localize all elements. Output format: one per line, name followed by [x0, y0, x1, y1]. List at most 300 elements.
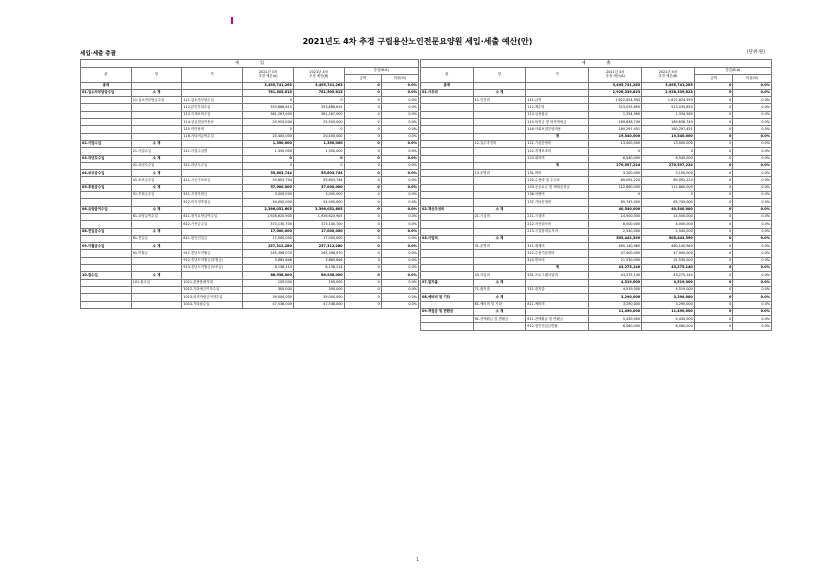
- cell-mok: 114.상급침실이용료: [182, 119, 243, 126]
- cell-hang: [131, 126, 182, 133]
- cell-amount: 0: [344, 286, 381, 293]
- cell-curr: 3,495,741,263: [642, 82, 695, 89]
- cell-prev: 1,334,560: [589, 111, 642, 118]
- col-curr: 2021년 4차 추경 예산(B): [293, 68, 344, 83]
- table-row: [421, 323, 772, 330]
- cell-percent: 0.0%: [733, 133, 772, 140]
- cell-mok: 311.과년도수입: [182, 162, 243, 169]
- table-row: [421, 206, 772, 213]
- table-row: [421, 155, 772, 162]
- cell-hang: [473, 111, 526, 118]
- cell-prev: 57,000,000: [243, 184, 294, 191]
- cell-curr: 20,400,000: [293, 133, 344, 140]
- cell-prev: 0: [243, 162, 294, 169]
- cell-prev: 8,000,000: [589, 221, 642, 228]
- cell-mok: 112.제수당: [526, 104, 589, 111]
- cell-hang: [131, 199, 182, 206]
- cell-amount: 0: [694, 272, 733, 279]
- cell-percent: 0.0%: [733, 111, 772, 118]
- cell-percent: 0.0%: [381, 133, 418, 140]
- cell-mok: 911.전년도이월금: [182, 250, 243, 257]
- cell-amount: 0: [344, 177, 381, 184]
- cell-prev: 3,100,000: [589, 170, 642, 177]
- cell-hang: 81.예비비 및 기타: [473, 301, 526, 308]
- cell-gwan: [421, 272, 474, 279]
- cell-mok: 116.기타비급여수입: [182, 133, 243, 140]
- cell-prev: 300,000: [243, 286, 294, 293]
- cell-amount: 0: [344, 140, 381, 147]
- cell-mok: 511.지정후원금: [182, 192, 243, 199]
- cell-curr: 39,000,000: [293, 294, 344, 301]
- cell-curr: 1,350,000: [293, 140, 344, 147]
- cell-hang: [131, 82, 182, 89]
- cell-hang: [131, 265, 182, 272]
- cell-gwan: [81, 286, 132, 293]
- cell-gwan: 10.잡수입: [81, 272, 132, 279]
- cell-hang: 소 계: [473, 89, 526, 96]
- col-hang: 항: [473, 68, 526, 83]
- col-pct: 비율(%): [733, 75, 772, 82]
- cell-hang: [473, 148, 526, 155]
- cell-prev: 100,000: [243, 279, 294, 286]
- cell-amount: 0: [344, 82, 381, 89]
- cell-percent: 0.0%: [381, 97, 418, 104]
- cell-curr: 0: [293, 155, 344, 162]
- cell-curr: 523,035,850: [642, 104, 695, 111]
- cell-amount: 0: [694, 228, 733, 235]
- cell-hang: 소 계: [131, 140, 182, 147]
- expense-table-panel: [420, 59, 772, 331]
- cell-amount: 0: [694, 162, 733, 169]
- cell-hang: 소 계: [473, 235, 526, 242]
- cell-gwan: [421, 104, 474, 111]
- cell-mok: 122.직책보조비: [526, 148, 589, 155]
- cell-prev: 2,928,339,823: [589, 89, 642, 96]
- cell-prev: 373,130,700: [243, 221, 294, 228]
- cell-percent: 0.0%: [733, 279, 772, 286]
- cell-amount: 0: [344, 111, 381, 118]
- cell-mok: 611.장기요양급여수입: [182, 213, 243, 220]
- cell-prev: 4,519,000: [589, 286, 642, 293]
- cell-mok: 111.입소자부담수입: [182, 97, 243, 104]
- cell-percent: 0.0%: [381, 250, 418, 257]
- cell-percent: 0.0%: [733, 206, 772, 213]
- cell-hang: [473, 250, 526, 257]
- cell-prev: 505,442,390: [589, 235, 642, 242]
- cell-prev: 1,350,000: [243, 148, 294, 155]
- cell-amount: 0: [694, 133, 733, 140]
- col-diff: 증감(B-A): [694, 68, 771, 75]
- cell-hang: [473, 257, 526, 264]
- cell-curr: 0: [642, 148, 695, 155]
- cell-curr: 112,660,000: [642, 184, 695, 191]
- cell-gwan: [81, 162, 132, 169]
- cell-gwan: [421, 170, 474, 177]
- cell-hang: [473, 162, 526, 169]
- cell-percent: 0.0%: [733, 126, 772, 133]
- cell-prev: 3,000,000: [243, 192, 294, 199]
- cell-mok: 1013.퇴직적립금이자수입: [182, 294, 243, 301]
- cell-hang: [131, 301, 182, 308]
- cell-curr: 8,138,214: [293, 265, 344, 272]
- table-row: [421, 221, 772, 228]
- cell-amount: 0: [344, 213, 381, 220]
- cell-percent: 0.0%: [381, 257, 418, 264]
- cell-curr: 54,000,000: [293, 199, 344, 206]
- cell-percent: 0.0%: [733, 316, 772, 323]
- cell-percent: 0.0%: [381, 199, 418, 206]
- cell-gwan: [421, 199, 474, 206]
- cell-curr: 1,334,560: [642, 111, 695, 118]
- cell-percent: 0.0%: [733, 192, 772, 199]
- cell-curr: 47,000,000: [642, 250, 695, 257]
- cell-gwan: [81, 250, 132, 257]
- cell-curr: 180,297,451: [642, 126, 695, 133]
- cell-gwan: [421, 228, 474, 235]
- cell-curr: 43,275,140: [642, 272, 695, 279]
- table-row: [421, 104, 772, 111]
- cell-amount: 0: [344, 119, 381, 126]
- table-row: [421, 294, 772, 301]
- cell-amount: 0: [344, 243, 381, 250]
- table-row: [81, 294, 419, 301]
- cell-mok: 131.여비: [526, 170, 589, 177]
- table-row: [421, 308, 772, 315]
- table-row: [421, 243, 772, 250]
- cell-curr: 86,938,000: [293, 272, 344, 279]
- cell-prev: 0: [243, 97, 294, 104]
- table-row: [421, 177, 772, 184]
- cell-percent: 0.0%: [381, 301, 418, 308]
- section-subtitle: 세입·세출 총괄: [80, 51, 116, 57]
- cell-curr: 17,000,000: [293, 228, 344, 235]
- cell-amount: 0: [344, 126, 381, 133]
- table-row: [421, 228, 772, 235]
- cell-percent: 0.0%: [381, 192, 418, 199]
- cell-amount: 0: [344, 221, 381, 228]
- cell-curr: 55,603,744: [293, 177, 344, 184]
- cell-gwan: 02.재산조성비: [421, 206, 474, 213]
- cell-hang: 81.전입금: [131, 235, 182, 242]
- cell-gwan: 05.후원금수입: [81, 184, 132, 191]
- cell-mok: 331.프로그램사업비: [526, 272, 589, 279]
- cell-gwan: [81, 257, 132, 264]
- table-row: [81, 162, 419, 169]
- cell-hang: 소 계: [473, 206, 526, 213]
- cell-gwan: [81, 148, 132, 155]
- cell-percent: 0.0%: [381, 119, 418, 126]
- cell-prev: 1,926,620,905: [243, 213, 294, 220]
- cell-percent: 0.0%: [733, 148, 772, 155]
- cell-amount: 0: [694, 286, 733, 293]
- page-title: 2021년도 4차 추경 구립용산노인전문요양원 세입·세출 예산(안): [302, 37, 533, 46]
- cell-prev: 25,950,000: [243, 119, 294, 126]
- cell-mok: 211.시설비: [526, 213, 589, 220]
- cell-gwan: [421, 97, 474, 104]
- cell-gwan: [421, 148, 474, 155]
- cell-hang: 91.이월금: [131, 250, 182, 257]
- cell-curr: 8,000,000: [642, 221, 695, 228]
- cell-mok: [526, 308, 589, 315]
- col-mok: 목: [526, 68, 589, 83]
- cell-amount: 0: [694, 257, 733, 264]
- col-amt: 금액: [344, 75, 381, 82]
- cell-hang: [473, 126, 526, 133]
- cell-gwan: [421, 119, 474, 126]
- cell-gwan: [421, 323, 474, 330]
- cell-hang: [131, 221, 182, 228]
- cell-hang: 소 계: [131, 89, 182, 96]
- cell-prev: 14,500,000: [589, 213, 642, 220]
- cell-percent: 0.0%: [733, 82, 772, 89]
- table-row: [421, 316, 772, 323]
- table-row: [421, 126, 772, 133]
- cell-mok: 314.연료비: [526, 257, 589, 264]
- cell-hang: [473, 133, 526, 140]
- table-row: [81, 177, 419, 184]
- cell-mok: [526, 235, 589, 242]
- cell-amount: 0: [694, 89, 733, 96]
- cell-amount: 0: [694, 243, 733, 250]
- table-row: [81, 155, 419, 162]
- cell-gwan: [81, 119, 132, 126]
- cell-percent: 0.0%: [381, 243, 418, 250]
- cell-percent: 0.0%: [381, 89, 418, 96]
- cell-prev: 0: [589, 192, 642, 199]
- cell-gwan: 총계: [81, 82, 132, 89]
- cell-percent: 0.0%: [733, 119, 772, 126]
- cell-gwan: 08.예비비 및 기타: [421, 294, 474, 301]
- cell-prev: 40,540,000: [589, 206, 642, 213]
- cell-curr: 0: [293, 126, 344, 133]
- cell-hang: 11.입소자부담금수입: [131, 97, 182, 104]
- cell-amount: 0: [694, 192, 733, 199]
- cell-amount: 0: [344, 162, 381, 169]
- cell-gwan: 09.적립금 및 반환금: [421, 308, 474, 315]
- cell-hang: 41.보조금수입: [131, 177, 182, 184]
- cell-hang: [473, 82, 526, 89]
- cell-amount: 0: [694, 155, 733, 162]
- cell-amount: 0: [694, 170, 733, 177]
- cell-amount: 0: [694, 148, 733, 155]
- cell-hang: 소 계: [131, 206, 182, 213]
- cell-gwan: [81, 213, 132, 220]
- table-row: [421, 170, 772, 177]
- cell-curr: 3,290,000: [642, 294, 695, 301]
- cell-curr: 761,505,615: [293, 89, 344, 96]
- expense-rows: [421, 82, 772, 330]
- cell-amount: 0: [694, 119, 733, 126]
- cell-prev: 43,275,140: [589, 272, 642, 279]
- cell-mok: 123.회의비: [526, 155, 589, 162]
- cell-curr: 43,275,140: [642, 265, 695, 272]
- cell-mok: 1014.기타잡수입: [182, 301, 243, 308]
- cell-prev: 361,267,000: [243, 111, 294, 118]
- cell-mok: 계: [526, 265, 589, 272]
- table-row: [81, 133, 419, 140]
- cell-prev: 47,538,000: [243, 301, 294, 308]
- cell-curr: 21,530,000: [642, 257, 695, 264]
- cell-mok: 136.차량비: [526, 192, 589, 199]
- cell-gwan: 07.잡지출: [421, 279, 474, 286]
- cell-curr: 6,060,000: [642, 323, 695, 330]
- cell-percent: 0.0%: [381, 279, 418, 286]
- cell-mok: 913.전년도이월금(보조금): [182, 265, 243, 272]
- cell-amount: 0: [344, 89, 381, 96]
- cell-amount: 0: [344, 228, 381, 235]
- cell-percent: 0.0%: [733, 286, 772, 293]
- cell-gwan: [421, 184, 474, 191]
- cell-mok: [182, 228, 243, 235]
- col-gwan: 관: [81, 68, 132, 83]
- cell-curr: 55,603,744: [293, 170, 344, 177]
- table-row: [81, 170, 419, 177]
- cell-prev: 245,398,070: [243, 250, 294, 257]
- cell-prev: 65,745,000: [589, 199, 642, 206]
- cell-percent: 0.0%: [381, 265, 418, 272]
- cell-gwan: [421, 177, 474, 184]
- cell-hang: [131, 257, 182, 264]
- cell-prev: 6,060,000: [589, 323, 642, 330]
- table-row: [81, 301, 419, 308]
- cell-prev: 257,312,280: [243, 243, 294, 250]
- cell-amount: 0: [694, 316, 733, 323]
- cell-mok: 137.기타운영비: [526, 199, 589, 206]
- table-row: [421, 250, 772, 257]
- cell-percent: 0.0%: [733, 301, 772, 308]
- table-row: [421, 199, 772, 206]
- cell-amount: 0: [694, 184, 733, 191]
- cell-hang: [473, 323, 526, 330]
- cell-hang: 13.운영비: [473, 170, 526, 177]
- cell-prev: 2,540,000: [589, 228, 642, 235]
- cell-gwan: 04.보조금수입: [81, 170, 132, 177]
- cell-mok: 912.법인전입금반환: [526, 323, 589, 330]
- cell-curr: 47,538,000: [293, 301, 344, 308]
- cell-mok: [182, 170, 243, 177]
- cell-curr: 1,350,000: [293, 148, 344, 155]
- cell-curr: 1,622,824,593: [642, 97, 695, 104]
- cell-percent: 0.0%: [381, 126, 418, 133]
- revenue-table-panel: [80, 59, 419, 309]
- cell-mok: 811.예비비: [526, 301, 589, 308]
- expense-table: [420, 59, 772, 331]
- table-row: [421, 272, 772, 279]
- cell-amount: 0: [344, 199, 381, 206]
- cell-prev: 6,540,000: [589, 155, 642, 162]
- table-row: [81, 272, 419, 279]
- cell-gwan: 06.요양급여수입: [81, 206, 132, 213]
- cell-gwan: [421, 192, 474, 199]
- cell-percent: 0.0%: [733, 323, 772, 330]
- cell-percent: 0.0%: [381, 162, 418, 169]
- table-row: [81, 221, 419, 228]
- cell-amount: 0: [344, 272, 381, 279]
- cell-gwan: [421, 221, 474, 228]
- cell-hang: 21.시설비: [473, 213, 526, 220]
- cell-prev: 270,597,224: [589, 162, 642, 169]
- table-row: [81, 286, 419, 293]
- cell-mok: 115.이미용비: [182, 126, 243, 133]
- table-row: [81, 184, 419, 191]
- cell-mok: 111.급여: [526, 97, 589, 104]
- cell-prev: 43,275,140: [589, 265, 642, 272]
- cell-mok: [182, 272, 243, 279]
- cell-prev: 11,490,000: [589, 308, 642, 315]
- cell-amount: 0: [344, 279, 381, 286]
- cell-curr: 6,540,000: [642, 155, 695, 162]
- cell-mok: [526, 294, 589, 301]
- table-row: [81, 111, 419, 118]
- cell-mok: 133.공공요금 및 제세공과금: [526, 184, 589, 191]
- cell-curr: 65,745,000: [642, 199, 695, 206]
- cell-percent: 0.0%: [381, 235, 418, 242]
- cell-prev: 761,505,615: [243, 89, 294, 96]
- cell-prev: 54,000,000: [243, 199, 294, 206]
- cell-curr: 270,597,224: [642, 162, 695, 169]
- cell-percent: 0.0%: [381, 286, 418, 293]
- cell-curr: 4,519,000: [642, 286, 695, 293]
- cell-gwan: [81, 133, 132, 140]
- cell-hang: 33.사업비: [473, 272, 526, 279]
- table-row: [421, 97, 772, 104]
- cell-percent: 0.0%: [733, 228, 772, 235]
- cell-amount: 0: [344, 97, 381, 104]
- cell-gwan: [421, 301, 474, 308]
- cell-prev: 189,638,749: [589, 119, 642, 126]
- cell-gwan: [81, 104, 132, 111]
- cell-amount: 0: [694, 301, 733, 308]
- cell-amount: 0: [694, 206, 733, 213]
- cell-mok: 계: [526, 133, 589, 140]
- cell-curr: 460,140,960: [642, 243, 695, 250]
- cell-curr: 505,442,390: [642, 235, 695, 242]
- cell-prev: 20,400,000: [243, 133, 294, 140]
- cell-prev: 17,000,000: [243, 228, 294, 235]
- cell-curr: 57,000,000: [293, 184, 344, 191]
- cell-hang: [131, 286, 182, 293]
- cell-percent: 0.0%: [381, 104, 418, 111]
- cell-hang: [473, 265, 526, 272]
- cell-curr: 3,000,000: [293, 192, 344, 199]
- cell-percent: 0.0%: [733, 184, 772, 191]
- table-row: [81, 82, 419, 89]
- cell-gwan: 02.사업수입: [81, 140, 132, 147]
- unit-label: (단위:원): [746, 50, 765, 55]
- cell-prev: 4,519,000: [589, 279, 642, 286]
- cell-hang: [473, 104, 526, 111]
- cell-curr: 2,396,051,605: [293, 206, 344, 213]
- cell-percent: 0.0%: [733, 155, 772, 162]
- cell-mok: 312.수용기관경비: [526, 250, 589, 257]
- cell-prev: 0: [589, 148, 642, 155]
- cell-prev: 3,865,646: [243, 257, 294, 264]
- cell-mok: 911.잔액환급 및 반환금: [526, 316, 589, 323]
- cell-gwan: 03.과년도수입: [81, 155, 132, 162]
- cell-mok: 912.전년도이월금(후원금): [182, 257, 243, 264]
- cell-gwan: [421, 286, 474, 293]
- cell-gwan: [421, 140, 474, 147]
- cell-curr: 13,000,000: [642, 140, 695, 147]
- cell-curr: 5,430,000: [642, 316, 695, 323]
- table-row: [81, 97, 419, 104]
- cell-amount: 0: [694, 126, 733, 133]
- cell-curr: 189,638,749: [642, 119, 695, 126]
- cell-gwan: 08.전입금수입: [81, 228, 132, 235]
- cell-curr: 361,267,000: [293, 111, 344, 118]
- cell-prev: 180,297,451: [589, 126, 642, 133]
- cell-hang: [473, 228, 526, 235]
